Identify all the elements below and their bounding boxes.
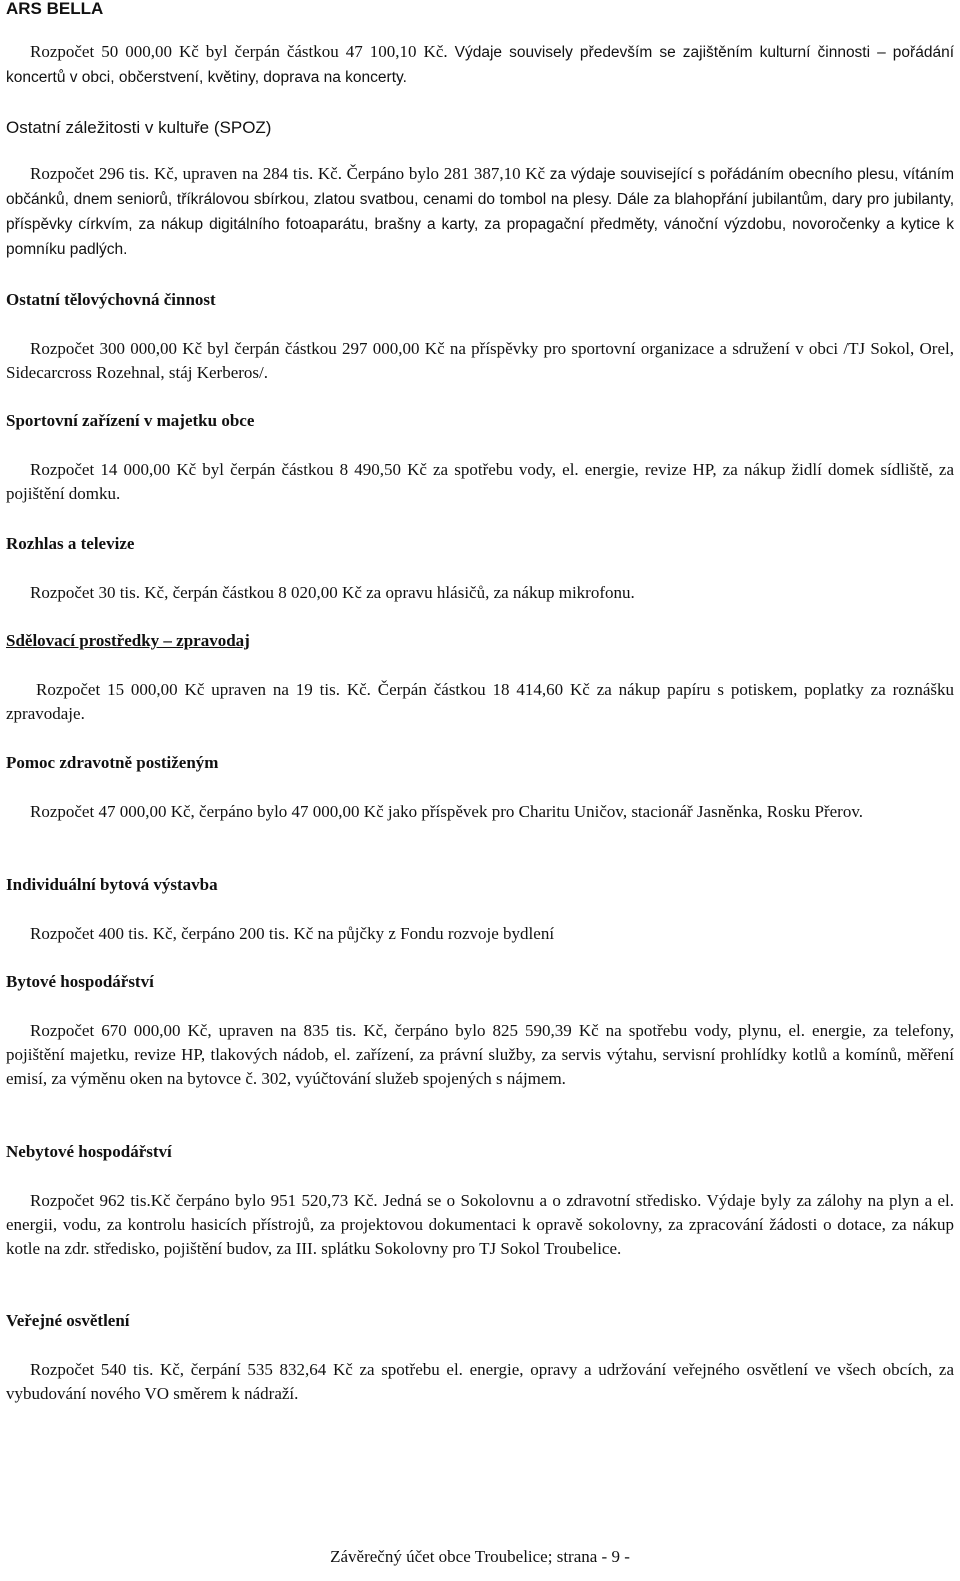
zpravodaj-text: Rozpočet 15 000,00 Kč upraven na 19 tis. Kč. Čerpán částkou 18 414,60 Kč za nákup papíru s potiskem, poplatky za roznášku zpravodaje. xyxy=(6,680,954,723)
section-rozhlas xyxy=(6,533,954,605)
section-bytove xyxy=(6,971,954,1091)
nebytove-text: Rozpočet 962 tis.Kč čerpáno bylo 951 520,73 Kč. Jedná se o Sokolovnu a o zdravotní středisko. Výdaje byly za zálohy na plyn a el. energii, vodu, za kontrolu hasicích přístrojů, za projektovou dokumentaci k opravě sokolovny, za zpracování žádosti o dotace, za nákup kotle na zdr. středisko, pojištění budov, za III. splátku Sokolovny pro TJ Sokol Troubelice. xyxy=(6,1191,954,1258)
rozhlas-heading: Rozhlas a televize xyxy=(6,534,135,553)
kultura-text xyxy=(6,162,954,262)
doc-title: ARS BELLA xyxy=(6,0,104,18)
bytove-heading: Bytové hospodářství xyxy=(6,972,154,991)
osvetleni-heading: Veřejné osvětlení xyxy=(6,1311,130,1330)
vystavba-text: Rozpočet 400 tis. Kč, čerpáno 200 tis. Kč na půjčky z Fondu rozvoje bydlení xyxy=(30,924,555,943)
ars-bella-text-b: Výdaje souvisely především se zajištěním kulturní činnosti – pořádání koncertů v obci, občerstvení, květiny, doprava na koncerty. xyxy=(6,44,955,86)
section-osvetleni xyxy=(6,1310,954,1406)
zpravodaj-heading: Sdělovací prostředky – zpravodaj xyxy=(6,631,250,650)
pomoc-heading: Pomoc zdravotně postiženým xyxy=(6,753,219,772)
telovychova-heading: Ostatní tělovýchovná činnost xyxy=(6,290,216,309)
nebytove-heading: Nebytové hospodářství xyxy=(6,1142,172,1161)
pomoc-text: Rozpočet 47 000,00 Kč, čerpáno bylo 47 000,00 Kč jako příspěvek pro Charitu Uničov, stacionář Jasněnka, Rosku Přerov. xyxy=(30,802,863,821)
rozhlas-text: Rozpočet 30 tis. Kč, čerpán částkou 8 020,00 Kč za opravu hlásičů, za nákup mikrofonu. xyxy=(30,583,635,602)
section-kultura xyxy=(6,117,954,262)
section-nebytove xyxy=(6,1141,954,1261)
ars-bella-text xyxy=(6,40,954,90)
telovychova-text: Rozpočet 300 000,00 Kč byl čerpán částkou 297 000,00 Kč na příspěvky pro sportovní organizace a sdružení v obci /TJ Sokol, Orel, Sidecarcross Rozehnal, stáj Kerberos/. xyxy=(6,339,954,382)
section-pomoc xyxy=(6,752,954,824)
section-sportovni xyxy=(6,410,954,506)
section-telovychova xyxy=(6,289,954,385)
page-footer: Závěrečný účet obce Troubelice; strana - 9 - xyxy=(330,1547,630,1566)
sportovni-heading: Sportovní zařízení v majetku obce xyxy=(6,411,255,430)
kultura-text-b: za výdaje související s pořádáním obecního plesu, vítáním občánků, dnem seniorů, tříkrálovou sbírkou, zlatou svatbou, cenami do tombol na plesy. Dále za blahopřání jubilantům, dary pro jubilanty, příspěvky církvím, za nákup digitálního fotoaparátu, brašny a karty, za propagační předměty, vánoční výzdobu, novoročenky a kytice k pomníku padlých. xyxy=(6,166,954,258)
section-zpravodaj xyxy=(6,630,954,726)
kultura-heading: Ostatní záležitosti v kultuře (SPOZ) xyxy=(6,118,272,137)
section-ars-bella xyxy=(6,0,954,90)
osvetleni-text: Rozpočet 540 tis. Kč, čerpání 535 832,64 Kč za spotřebu el. energie, opravy a udržování veřejného osvětlení ve všech obcích, za vybudování nového VO směrem k nádraží. xyxy=(6,1360,954,1403)
kultura-text-a: Rozpočet 296 tis. Kč, upraven na 284 tis. Kč. Čerpáno bylo 281 387,10 Kč xyxy=(30,164,550,183)
vystavba-heading: Individuální bytová výstavba xyxy=(6,875,218,894)
sportovni-text: Rozpočet 14 000,00 Kč byl čerpán částkou 8 490,50 Kč za spotřebu vody, el. energie, revize HP, za nákup židlí domek sídliště, za pojištění domku. xyxy=(6,460,954,503)
bytove-text: Rozpočet 670 000,00 Kč, upraven na 835 tis. Kč, čerpáno bylo 825 590,39 Kč na spotřebu vody, plynu, el. energie, za telefony, pojištění majetku, revize HP, tlakových nádob, el. zařízení, za právní služby, za servis výtahu, servisní prohlídky kotlů a komínů, měření emisí, za výměnu oken na bytovce č. 302, vyúčtování služeb spojených s nájmem. xyxy=(6,1021,954,1088)
section-vystavba xyxy=(6,874,954,946)
ars-bella-text-a: Rozpočet 50 000,00 Kč byl čerpán částkou 47 100,10 Kč. xyxy=(30,42,455,61)
